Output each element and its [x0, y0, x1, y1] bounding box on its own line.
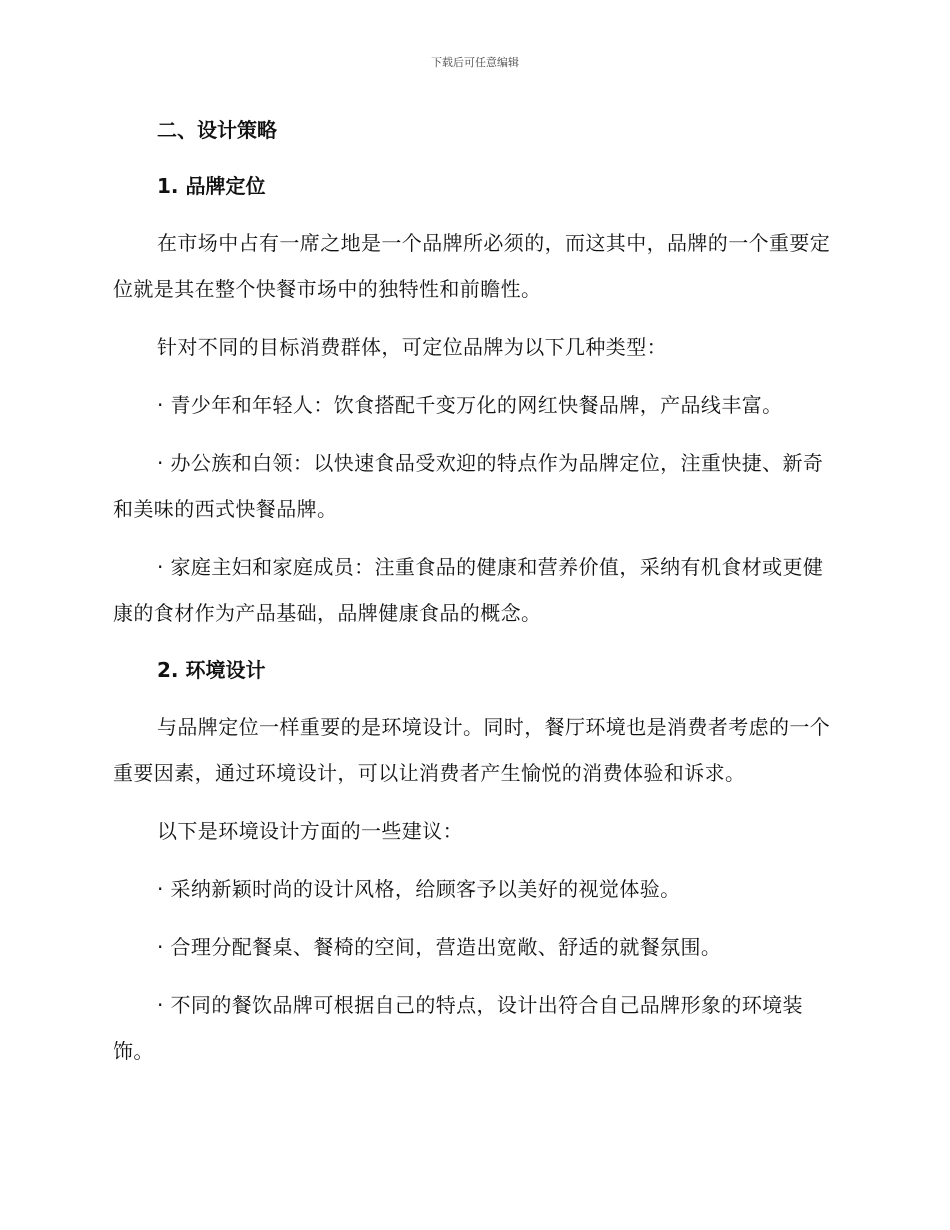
- header-note: 下载后可任意编辑: [431, 56, 519, 69]
- paragraph-environment-intro: 与品牌定位一样重要的是环境设计。同时，餐厅环境也是消费者考虑的一个重要因素，通过环境设计，可以让消费者产生愉悦的消费体验和诉求。: [113, 715, 831, 785]
- bullet-families: · 家庭主妇和家庭成员：注重食品的健康和营养价值，采纳有机食材或更健康的食材作为产品基础，品牌健康食品的概念。: [113, 555, 824, 625]
- bullet-brand-decoration: · 不同的餐饮品牌可根据自己的特点，设计出符合自己品牌形象的环境装饰。: [113, 993, 803, 1063]
- document-body: [113, 108, 838, 1086]
- paragraph-brand-intro: 在市场中占有一席之地是一个品牌所必须的，而这其中，品牌的一个重要定位就是其在整个快餐市场中的独特性和前瞻性。: [113, 231, 831, 301]
- subheading-brand-positioning: 1. 品牌定位: [157, 174, 266, 198]
- paragraph-suggestions-intro: 以下是环境设计方面的一些建议：: [157, 819, 463, 843]
- section-title: 二、设计策略: [157, 118, 277, 142]
- bullet-space-allocation: · 合理分配餐桌、餐椅的空间，营造出宽敞、舒适的就餐氛围。: [157, 935, 722, 959]
- subheading-environment-design: 2. 环境设计: [157, 658, 266, 682]
- paragraph-target-groups: 针对不同的目标消费群体，可定位品牌为以下几种类型：: [157, 335, 667, 359]
- bullet-youth: · 青少年和年轻人：饮食搭配千变万化的网红快餐品牌，产品线丰富。: [157, 393, 783, 417]
- bullet-office-workers: · 办公族和白领：以快速食品受欢迎的特点作为品牌定位，注重快捷、新奇和美味的西式快餐品牌。: [113, 451, 824, 521]
- bullet-design-style: · 采纳新颖时尚的设计风格，给顾客予以美好的视觉体验。: [157, 877, 681, 901]
